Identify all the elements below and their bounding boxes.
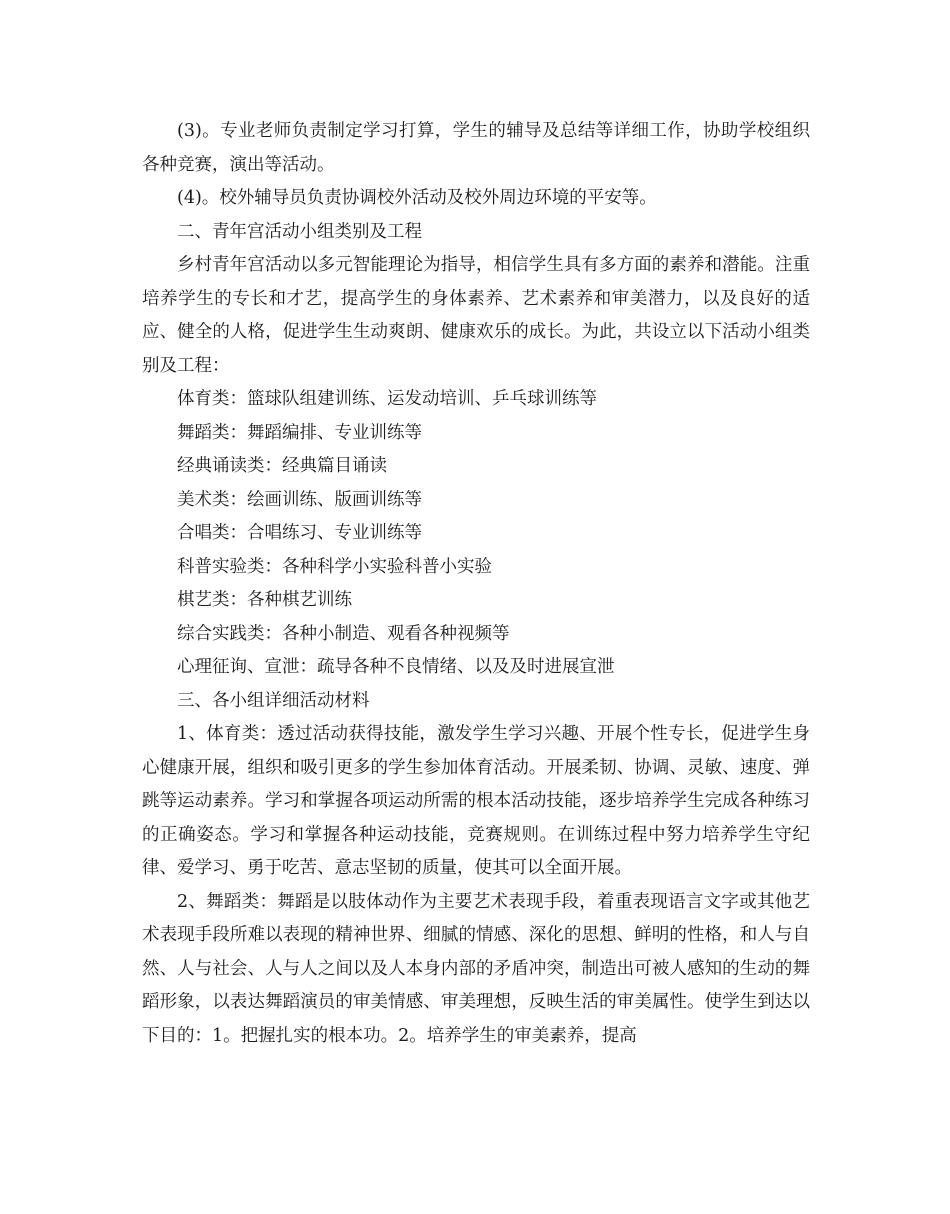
paragraph-intro: 乡村青年宫活动以多元智能理论为指导，相信学生具有多方面的素养和潜能。注重培养学生的专长和才艺，提高学生的身体素养、艺术素养和审美潜力，以及良好的适应、健全的人格，促进学生生动爽朗、健康欢乐的成长。为此，共设立以下活动小组类别及工程： [142, 255, 810, 376]
document-body [142, 115, 810, 1053]
list-item-classics: 经典诵读类：经典篇目诵读 [177, 456, 387, 476]
list-item-chorus: 合唱类：合唱练习、专业训练等 [177, 523, 422, 543]
paragraph-sports-detail: 1、体育类：透过活动获得技能，激发学生学习兴趣、开展个性专长，促进学生身心健康开展，组织和吸引更多的学生参加体育活动。开展柔韧、协调、灵敏、速度、弹跳等运动素养。学习和掌握各项运动所需的根本活动技能，逐步培养学生完成各种练习的正确姿态。学习和掌握各种运动技能，竞赛规则。在训练过程中努力培养学生守纪律、爱学习、勇于吃苦、意志坚韧的质量，使其可以全面开展。 [142, 724, 810, 878]
list-item-dance: 舞蹈类：舞蹈编排、专业训练等 [177, 422, 422, 443]
list-item-art: 美术类：绘画训练、版画训练等 [177, 489, 422, 510]
paragraph-teacher-duties: (3)。专业老师负责制定学习打算，学生的辅导及总结等详细工作，协助学校组织各种竞赛，演出等活动。 [142, 121, 810, 175]
paragraph-dance-detail: 2、舞蹈类：舞蹈是以肢体动作为主要艺术表现手段，着重表现语言文字或其他艺术表现手段所难以表现的精神世界、细腻的情感、深化的思想、鲜明的性格，和人与自然、人与社会、人与人之间以及人本身内部的矛盾冲突，制造出可被人感知的生动的舞蹈形象，以表达舞蹈演员的审美情感、审美理想，反映生活的审美属性。使学生到达以下目的：1。把握扎实的根本功。2。培养学生的审美素养，提高 [142, 891, 810, 1046]
list-item-science: 科普实验类：各种科学小实验科普小实验 [177, 556, 492, 577]
list-item-sports: 体育类：篮球队组建训练、运发动培训、乒乓球训练等 [177, 389, 597, 409]
list-item-practice: 综合实践类：各种小制造、观看各种视频等 [177, 623, 510, 644]
section-heading-2: 二、青年宫活动小组类别及工程 [177, 221, 422, 242]
list-item-counseling: 心理征询、宣泄：疏导各种不良情绪、以及及时进展宣泄 [177, 657, 615, 677]
list-item-chess: 棋艺类：各种棋艺训练 [177, 590, 352, 610]
paragraph-outside-counselor: (4)。校外辅导员负责协调校外活动及校外周边环境的平安等。 [177, 188, 657, 208]
section-heading-3: 三、各小组详细活动材料 [177, 690, 370, 711]
